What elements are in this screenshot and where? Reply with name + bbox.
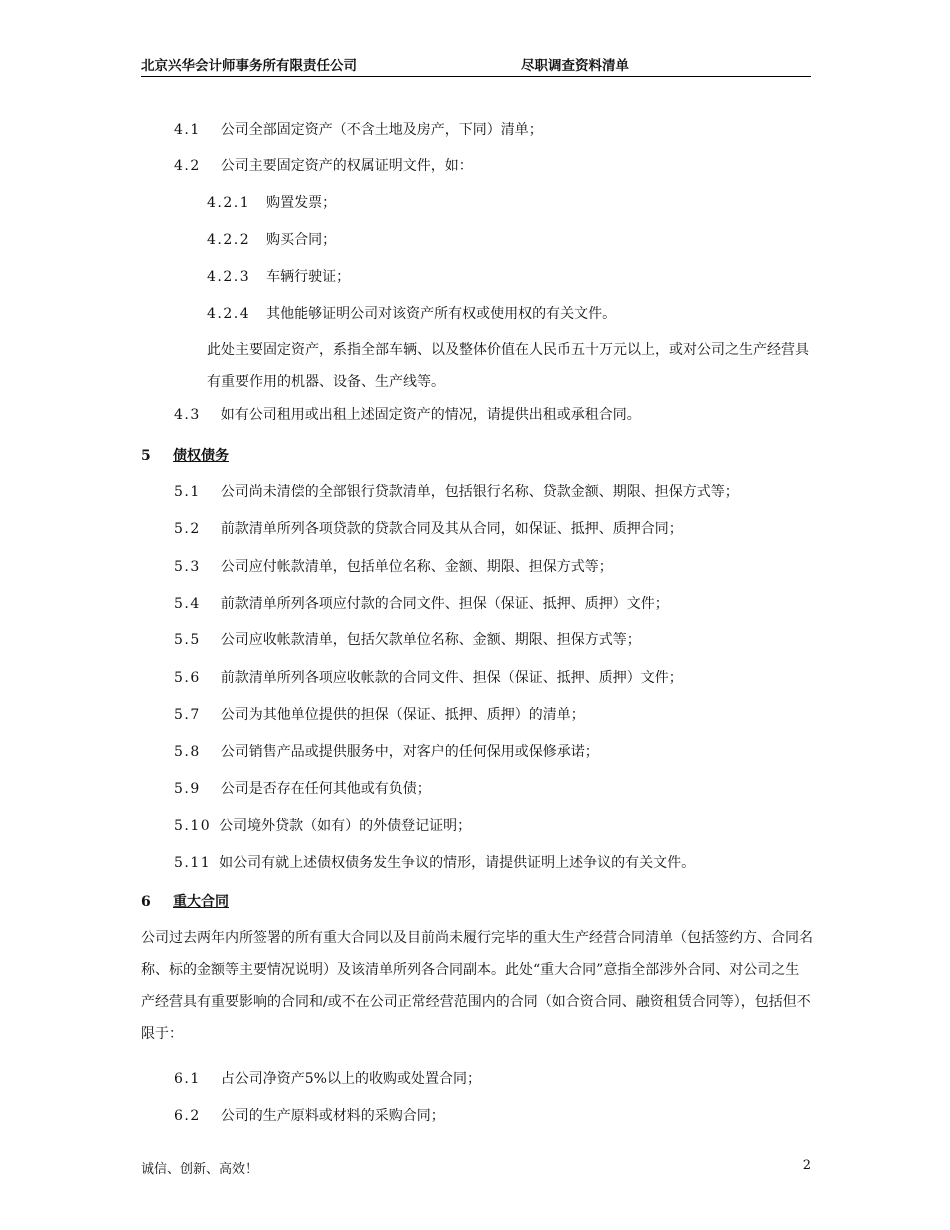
header-divider	[141, 76, 811, 77]
section-heading: 5 债权债务	[141, 448, 229, 464]
list-item: 5.7 公司为其他单位提供的担保（保证、抵押、质押）的清单；	[174, 707, 585, 723]
list-item: 5.1 公司尚未清偿的全部银行贷款清单，包括银行名称、贷款金额、期限、担保方式等；	[174, 484, 739, 500]
body-paragraph: 公司过去两年内所签署的所有重大合同以及目前尚未履行完毕的重大生产经营合同清单（包括签约方、合同名称、标的金额等主要情况说明）及该清单所列各合同副本。此处“重大合同”意指全部涉外合同、对公司之生产经营具有重要影响的合同和/或不在公司正常经营范围内的合同（如合资合同、融资租赁合同等），包括但不限于：	[141, 930, 813, 1042]
list-item: 4.2.4 其他能够证明公司对该资产所有权或使用权的有关文件。	[207, 306, 617, 322]
list-item: 5.4 前款清单所列各项应付款的合同文件、担保（保证、抵押、质押）文件；	[174, 596, 669, 612]
list-item: 5.5 公司应收帐款清单，包括欠款单位名称、金额、期限、担保方式等；	[174, 632, 641, 648]
note-paragraph: 此处主要固定资产，系指全部车辆、以及整体价值在人民币五十万元以上，或对公司之生产经营具有重要作用的机器、设备、生产线等。	[207, 342, 809, 390]
page-header	[141, 54, 811, 78]
list-item: 4.2.3 车辆行驶证；	[207, 269, 351, 285]
list-item: 5.8 公司销售产品或提供服务中，对客户的任何保用或保修承诺；	[174, 744, 599, 760]
list-item: 4.1 公司全部固定资产（不含土地及房产，下同）清单；	[174, 122, 543, 138]
list-item: 6.1 占公司净资产5%以上的收购或处置合同；	[174, 1071, 481, 1087]
list-item: 5.10 公司境外贷款（如有）的外债登记证明；	[174, 818, 472, 834]
list-item: 6.2 公司的生产原料或材料的采购合同；	[174, 1108, 445, 1124]
footer-motto: 诚信、创新、高效！	[141, 1162, 259, 1177]
list-item: 4.2.1 购置发票；	[207, 195, 337, 211]
list-item: 5.3 公司应付帐款清单，包括单位名称、金额、期限、担保方式等；	[174, 559, 613, 575]
list-item: 5.11 如公司有就上述债权债务发生争议的情形，请提供证明上述争议的有关文件。	[174, 855, 696, 871]
list-item: 5.6 前款清单所列各项应收帐款的合同文件、担保（保证、抵押、质押）文件；	[174, 670, 683, 686]
list-item: 4.2.2 购买合同；	[207, 232, 337, 248]
page-number: 2	[802, 1158, 811, 1173]
section-heading: 6 重大合同	[141, 894, 229, 910]
list-item: 4.2 公司主要固定资产的权属证明文件，如：	[174, 158, 473, 174]
firm-name: 北京兴华会计师事务所有限责任公司	[141, 58, 357, 74]
list-item: 5.9 公司是否存在任何其他或有负债；	[174, 781, 431, 797]
page-footer	[141, 1158, 811, 1178]
list-item: 5.2 前款清单所列各项贷款的贷款合同及其从合同，如保证、抵押、质押合同；	[174, 521, 683, 537]
document-title: 尽职调查资料清单	[521, 58, 629, 74]
list-item: 4.3 如有公司租用或出租上述固定资产的情况，请提供出租或承租合同。	[174, 407, 641, 423]
